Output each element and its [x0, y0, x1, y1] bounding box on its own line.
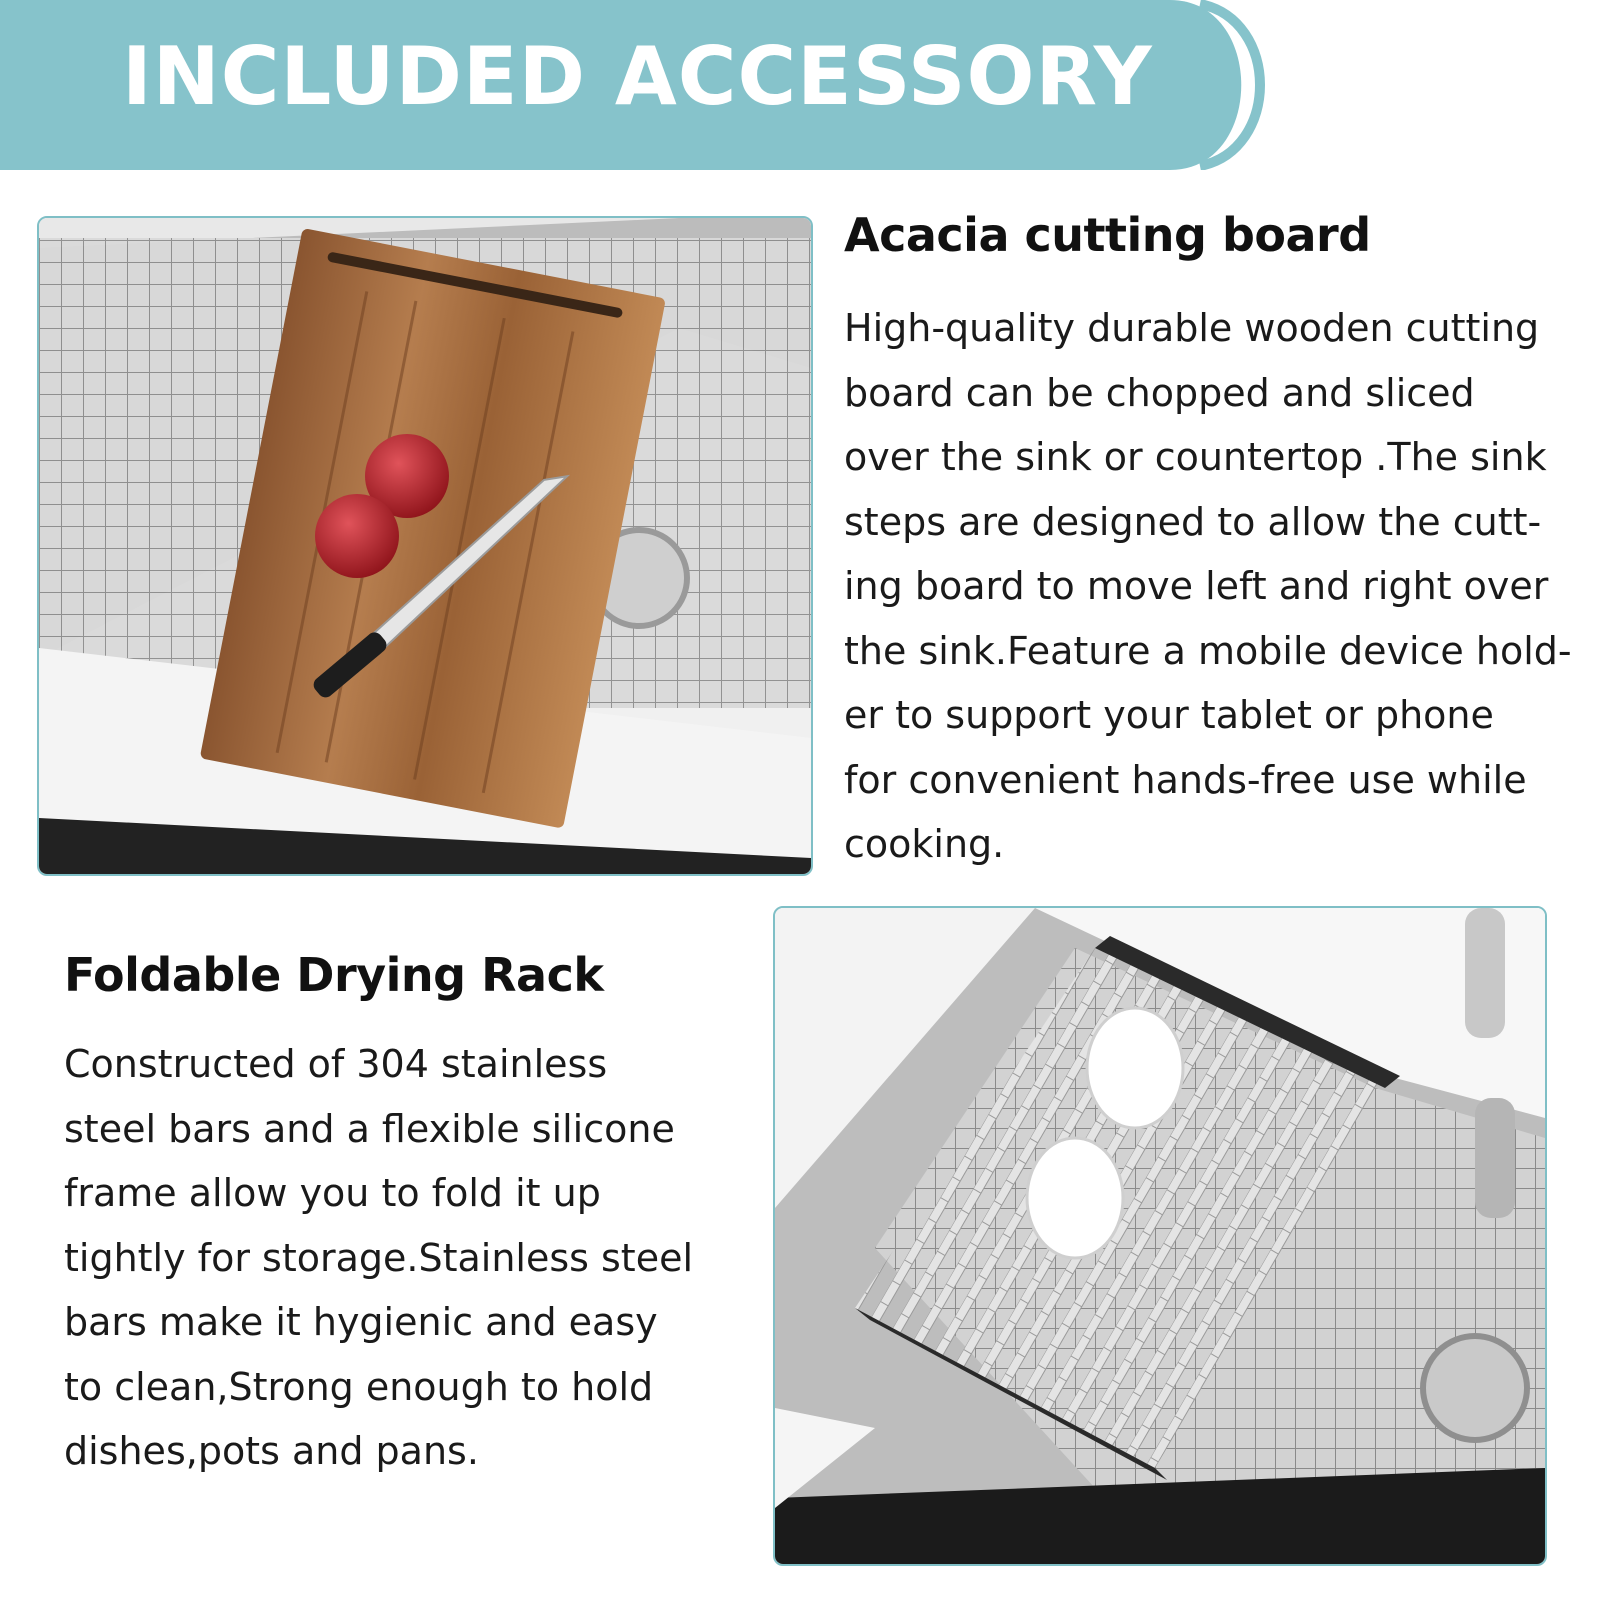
description-line: er to support your tablet or phone — [844, 693, 1494, 737]
drying-rack-heading: Foldable Drying Rack — [64, 948, 604, 1002]
description-line: the sink.Feature a mobile device hold- — [844, 628, 1572, 673]
cutting-board-heading: Acacia cutting board — [844, 208, 1371, 262]
description-line: bars make it hygienic and easy — [64, 1300, 658, 1344]
description-line: for convenient hands-free use while — [844, 757, 1527, 802]
drying-rack-description — [64, 1032, 693, 1484]
description-line: dishes,pots and pans. — [64, 1429, 479, 1473]
description-line: High-quality durable wooden cutting — [844, 306, 1540, 350]
header-banner — [0, 0, 1280, 170]
description-line: frame allow you to fold it up — [64, 1171, 601, 1215]
cutting-board-photo — [37, 216, 813, 876]
page-title: INCLUDED ACCESSORY — [122, 30, 1153, 123]
description-line: ing board to move left and right over — [844, 564, 1549, 608]
drying-rack-photo — [773, 906, 1547, 1566]
cutting-board-description — [844, 296, 1572, 877]
description-line: over the sink or countertop .The sink — [844, 435, 1547, 479]
description-line: board can be chopped and sliced — [844, 370, 1475, 415]
description-line: steel bars and a flexible silicone — [64, 1106, 675, 1151]
drying-rack-illustration — [775, 908, 1545, 1564]
description-line: cooking. — [844, 822, 1005, 866]
cutting-board-illustration — [39, 218, 811, 874]
description-line: steps are designed to allow the cutt- — [844, 499, 1542, 544]
description-line: Constructed of 304 stainless — [64, 1042, 608, 1086]
description-line: to clean,Strong enough to hold — [64, 1364, 654, 1409]
description-line: tightly for storage.Stainless steel — [64, 1235, 694, 1280]
